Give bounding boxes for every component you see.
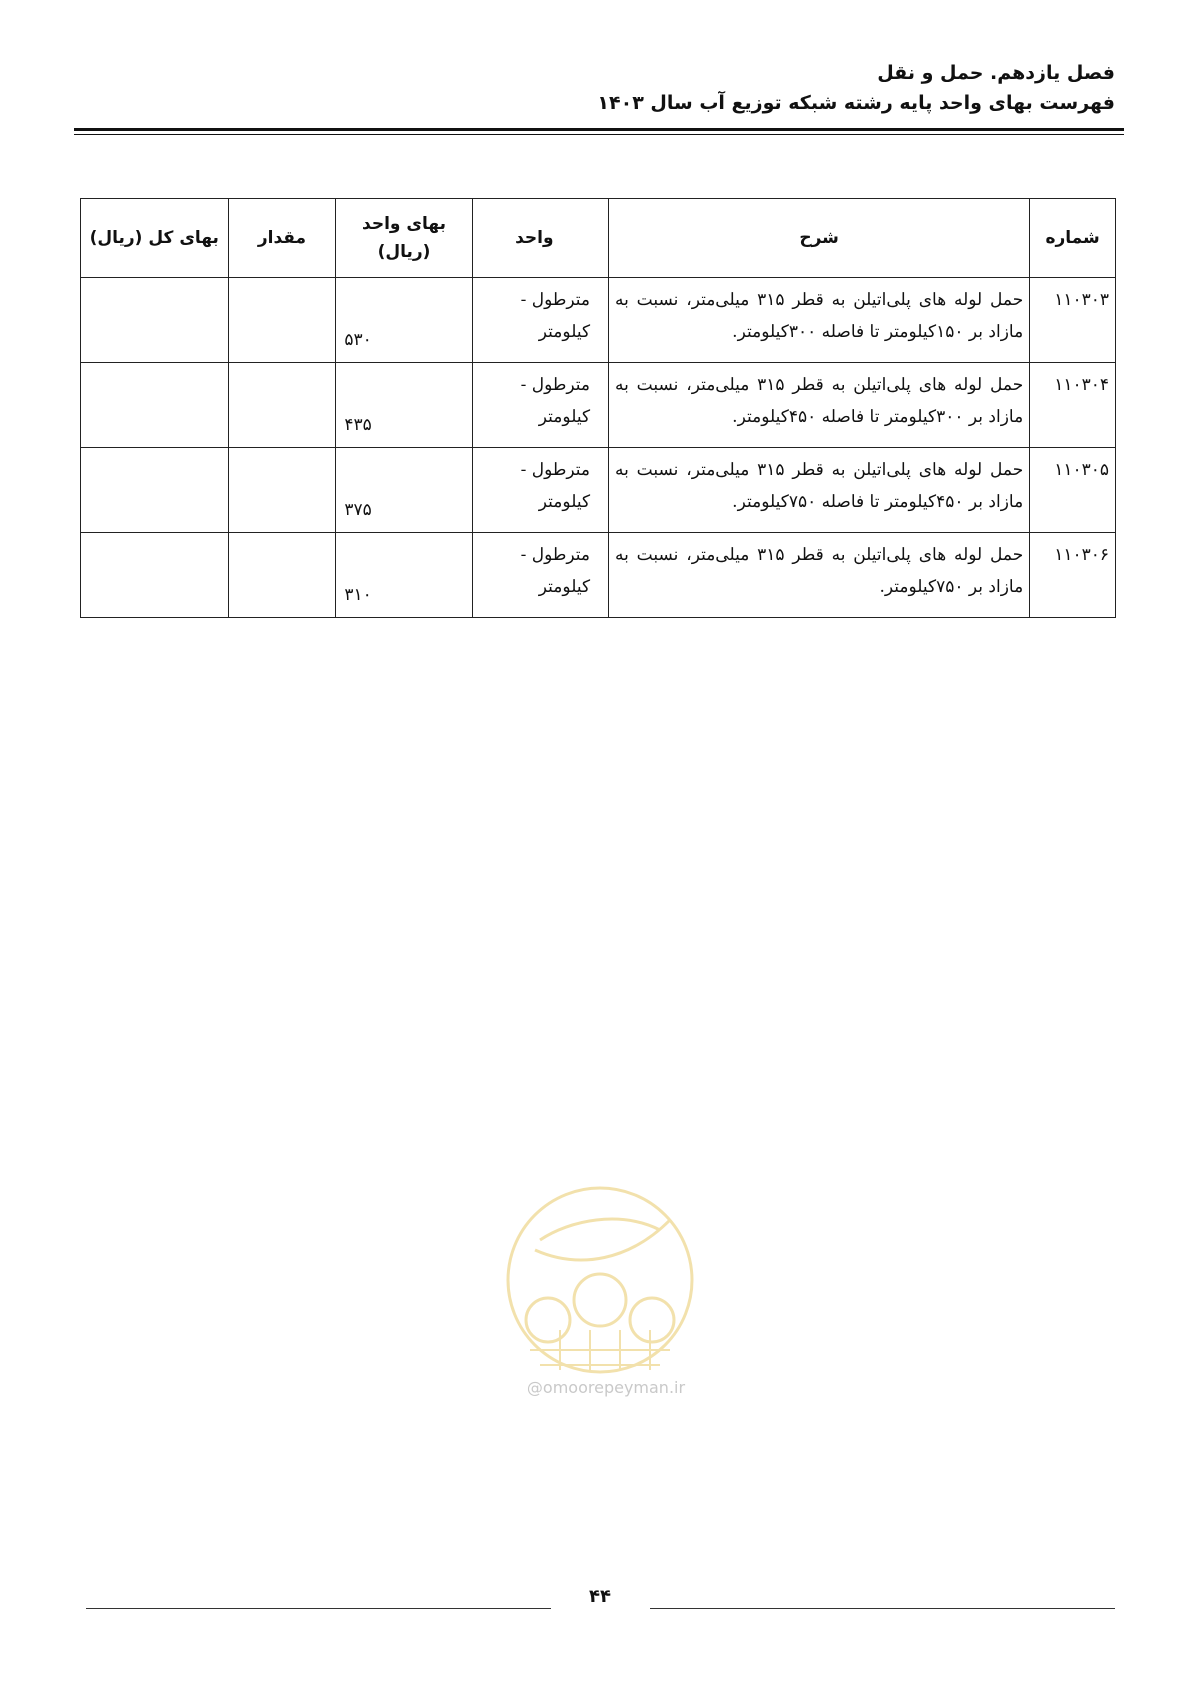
watermark-grid-pattern xyxy=(530,1330,670,1370)
item-unit-line2: کیلومتر xyxy=(538,407,591,427)
table-header-row xyxy=(81,199,1116,278)
column-header-unit-price xyxy=(336,199,472,278)
column-header-code: شماره xyxy=(1030,199,1116,278)
item-code: ۱۱۰۳۰۵ xyxy=(1030,448,1116,533)
column-header-quantity: مقدار xyxy=(228,199,336,278)
price-list-table xyxy=(80,198,1116,618)
item-unit-line2: کیلومتر xyxy=(538,322,591,342)
item-total-price xyxy=(81,278,229,363)
item-total-price xyxy=(81,363,229,448)
item-unit xyxy=(472,363,608,448)
column-header-unit-price-currency: (ریال) xyxy=(377,242,431,262)
table-row xyxy=(81,363,1116,448)
document-title: فهرست بهای واحد پایه رشته شبکه توزیع آب سال ۱۴۰۳ xyxy=(597,92,1115,114)
page-number: ۴۴ xyxy=(589,1586,611,1607)
item-code: ۱۱۰۳۰۳ xyxy=(1030,278,1116,363)
item-unit-price: ۳۷۵ xyxy=(344,500,372,520)
gear-icon xyxy=(574,1274,626,1326)
item-quantity xyxy=(228,448,336,533)
watermark-url: @omoorepeyman.ir xyxy=(526,1378,686,1397)
table-row xyxy=(81,448,1116,533)
watermark-logo xyxy=(500,1180,700,1400)
item-unit-line1: مترطول - xyxy=(520,290,591,310)
item-unit-price: ۵۳۰ xyxy=(344,330,372,350)
item-unit-line2: کیلومتر xyxy=(538,492,591,512)
item-code: ۱۱۰۳۰۶ xyxy=(1030,533,1116,618)
item-unit-price: ۳۱۰ xyxy=(344,585,372,605)
item-unit-line2: کیلومتر xyxy=(538,577,591,597)
footer-divider-left xyxy=(86,1608,551,1609)
item-unit-line1: مترطول - xyxy=(520,375,591,395)
gear-icon xyxy=(526,1298,570,1342)
column-header-unit: واحد xyxy=(472,199,608,278)
item-description: حمل لوله های پلی‌اتیلن به قطر ۳۱۵ میلی‌متر، نسبت به مازاد بر ۷۵۰کیلومتر. xyxy=(609,533,1030,618)
column-header-description: شرح xyxy=(609,199,1030,278)
chapter-title: فصل یازدهم. حمل و نقل xyxy=(877,62,1115,84)
item-unit xyxy=(472,448,608,533)
item-unit-line1: مترطول - xyxy=(520,545,591,565)
item-unit-price-cell xyxy=(336,363,472,448)
column-header-unit-price-label: بهای واحد xyxy=(362,214,446,234)
page-header xyxy=(75,58,1115,118)
item-unit-price-cell xyxy=(336,533,472,618)
watermark-outer-ring xyxy=(508,1188,692,1372)
footer-divider-right xyxy=(650,1608,1115,1609)
item-description: حمل لوله های پلی‌اتیلن به قطر ۳۱۵ میلی‌متر، نسبت به مازاد بر ۳۰۰کیلومتر تا فاصله ۴۵۰کیلومتر. xyxy=(609,363,1030,448)
item-unit-price-cell xyxy=(336,448,472,533)
item-total-price xyxy=(81,448,229,533)
header-divider-thin xyxy=(74,134,1124,135)
header-divider-thick xyxy=(74,128,1124,131)
item-quantity xyxy=(228,533,336,618)
item-description: حمل لوله های پلی‌اتیلن به قطر ۳۱۵ میلی‌متر، نسبت به مازاد بر ۱۵۰کیلومتر تا فاصله ۳۰۰کیلومتر. xyxy=(609,278,1030,363)
item-unit-line1: مترطول - xyxy=(520,460,591,480)
item-quantity xyxy=(228,363,336,448)
item-unit xyxy=(472,533,608,618)
item-unit xyxy=(472,278,608,363)
item-total-price xyxy=(81,533,229,618)
column-header-total-price: بهای کل (ریال) xyxy=(81,199,229,278)
item-unit-price: ۴۳۵ xyxy=(344,415,372,435)
watermark-calligraphy-stroke xyxy=(540,1219,660,1240)
item-unit-price-cell xyxy=(336,278,472,363)
item-description: حمل لوله های پلی‌اتیلن به قطر ۳۱۵ میلی‌متر، نسبت به مازاد بر ۴۵۰کیلومتر تا فاصله ۷۵۰کیلومتر. xyxy=(609,448,1030,533)
table-row xyxy=(81,533,1116,618)
table-row xyxy=(81,278,1116,363)
item-quantity xyxy=(228,278,336,363)
item-code: ۱۱۰۳۰۴ xyxy=(1030,363,1116,448)
gear-icon xyxy=(630,1298,674,1342)
